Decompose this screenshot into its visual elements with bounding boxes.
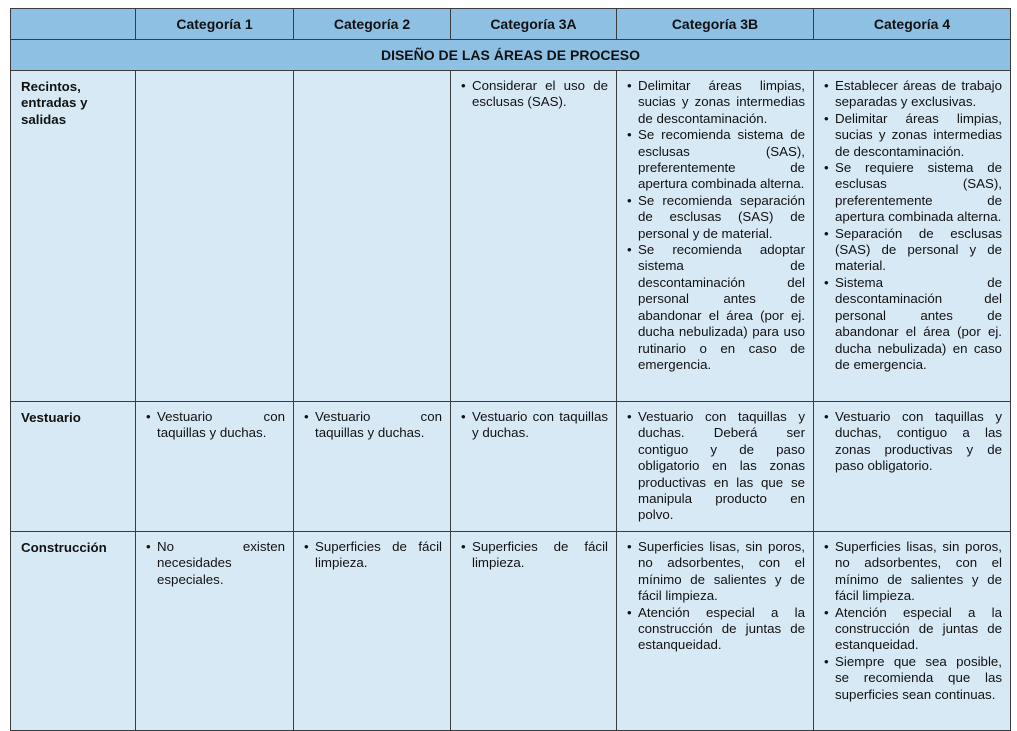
list-item: • Separación de esclusas (SAS) de personal y de material. xyxy=(822,226,1002,275)
list-item: • Superficies lisas, sin poros, no adsorbentes, con el mínimo de salientes y de fácil limpieza. xyxy=(625,539,805,605)
header-categoria-1: Categoría 1 xyxy=(136,9,294,40)
cell-categoria-3a xyxy=(451,71,617,402)
cell-categoria-2 xyxy=(294,71,451,402)
cell-categoria-2 xyxy=(294,532,451,731)
cell-categoria-3b xyxy=(617,71,814,402)
list-item: • Vestuario con taquillas y duchas. xyxy=(459,409,608,442)
cell-categoria-4 xyxy=(814,402,1011,532)
row-label: Construcción xyxy=(11,532,136,731)
list-item: • Superficies lisas, sin poros, no adsorbentes, con el mínimo de salientes y de fácil limpieza. xyxy=(822,539,1002,605)
list-item: • Considerar el uso de esclusas (SAS). xyxy=(459,78,608,111)
cell-categoria-1 xyxy=(136,402,294,532)
header-categoria-4: Categoría 4 xyxy=(814,9,1011,40)
list-item: • Vestuario con taquillas y duchas. xyxy=(144,409,285,442)
cell-categoria-4 xyxy=(814,71,1011,402)
cell-categoria-2 xyxy=(294,402,451,532)
list-item: • Se recomienda adoptar sistema de descontaminación del personal antes de abandonar el área (por ej. ducha nebulizada) para uso rutinario o en caso de emergencia. xyxy=(625,242,805,373)
list-item: • Se recomienda separación de esclusas (SAS) de personal y de material. xyxy=(625,193,805,242)
header-categoria-3b: Categoría 3B xyxy=(617,9,814,40)
list-item: • Superficies de fácil limpieza. xyxy=(302,539,442,572)
header-categoria-3a: Categoría 3A xyxy=(451,9,617,40)
row-label: Vestuario xyxy=(11,402,136,532)
list-item: • Atención especial a la construcción de juntas de estanqueidad. xyxy=(822,605,1002,654)
section-row xyxy=(11,40,1011,71)
list-item: • Delimitar áreas limpias, sucias y zonas intermedias de descontaminación. xyxy=(822,111,1002,160)
table-row xyxy=(11,71,1011,402)
list-item: • Sistema de descontaminación del personal antes de abandonar el área (por ej. ducha nebulizada) en caso de emergencia. xyxy=(822,275,1002,373)
list-item: • Se recomienda sistema de esclusas (SAS), preferentemente de apertura combinada alterna. xyxy=(625,127,805,193)
cell-categoria-1 xyxy=(136,71,294,402)
cell-categoria-4 xyxy=(814,532,1011,731)
list-item: • Establecer áreas de trabajo separadas y exclusivas. xyxy=(822,78,1002,111)
section-title: DISEÑO DE LAS ÁREAS DE PROCESO xyxy=(11,40,1011,71)
cell-categoria-3b xyxy=(617,532,814,731)
header-row xyxy=(11,9,1011,40)
list-item: • Atención especial a la construcción de juntas de estanqueidad. xyxy=(625,605,805,654)
list-item: • Delimitar áreas limpias, sucias y zonas intermedias de descontaminación. xyxy=(625,78,805,127)
row-label: Recintos, entradas y salidas xyxy=(11,71,136,402)
list-item: • Superficies de fácil limpieza. xyxy=(459,539,608,572)
table-row xyxy=(11,402,1011,532)
list-item: • Vestuario con taquillas y duchas, contiguo a las zonas productivas y de paso obligatorio. xyxy=(822,409,1002,475)
header-categoria-2: Categoría 2 xyxy=(294,9,451,40)
cell-categoria-1 xyxy=(136,532,294,731)
cell-categoria-3b xyxy=(617,402,814,532)
cell-categoria-3a xyxy=(451,532,617,731)
header-blank-cell xyxy=(11,9,136,40)
table-row xyxy=(11,532,1011,731)
process-areas-table xyxy=(10,8,1011,731)
list-item: • Siempre que sea posible, se recomienda que las superficies sean continuas. xyxy=(822,654,1002,703)
list-item: • Se requiere sistema de esclusas (SAS), preferentemente de apertura combinada alterna. xyxy=(822,160,1002,226)
list-item: • Vestuario con taquillas y duchas. Deberá ser contiguo y de paso obligatorio en las zonas productivas en las que se manipula producto en polvo. xyxy=(625,409,805,524)
list-item: • Vestuario con taquillas y duchas. xyxy=(302,409,442,442)
list-item: • No existen necesidades especiales. xyxy=(144,539,285,588)
cell-categoria-3a xyxy=(451,402,617,532)
